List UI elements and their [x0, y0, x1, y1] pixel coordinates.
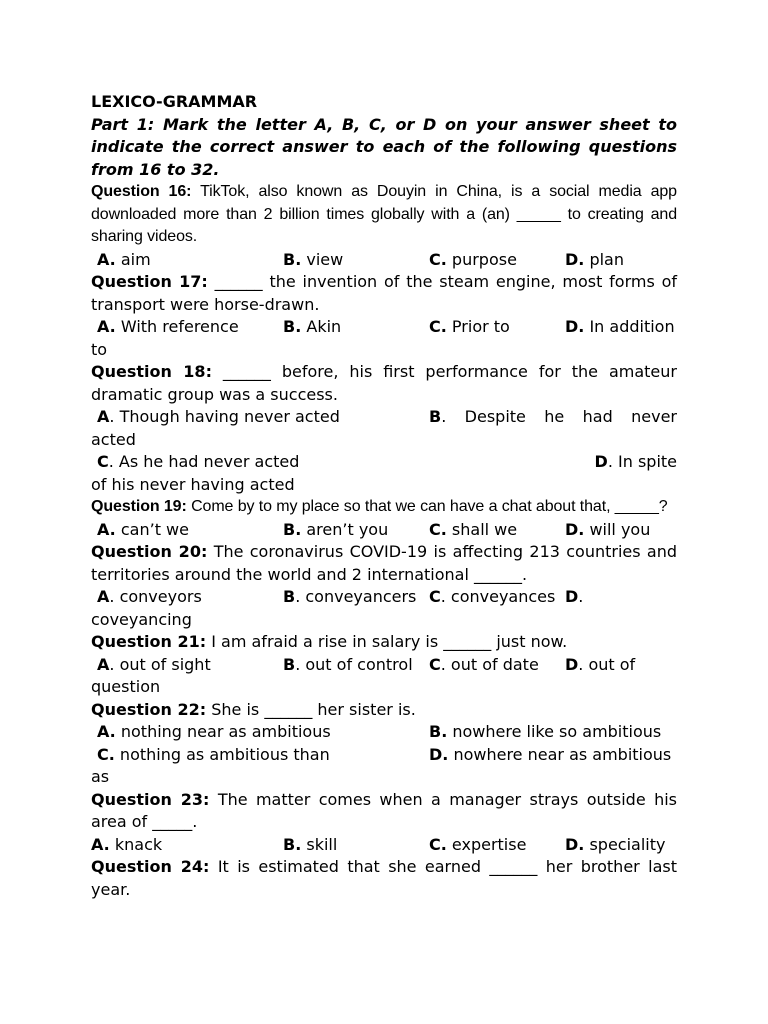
option-d[interactable]	[565, 316, 675, 339]
option-d-wrap: to	[91, 339, 108, 359]
question-number: Question 16:	[91, 183, 192, 200]
option-text: . conveyancers	[295, 587, 417, 606]
option-a[interactable]	[91, 834, 162, 857]
option-letter: A	[97, 407, 110, 426]
option-letter: B	[283, 587, 296, 606]
option-letter: B.	[283, 519, 302, 539]
option-letter: D.	[565, 519, 585, 539]
option-letter: B	[283, 654, 296, 674]
question-18	[91, 361, 677, 406]
option-text: purpose	[451, 249, 517, 269]
option-a[interactable]	[97, 406, 340, 429]
option-a[interactable]	[97, 654, 211, 677]
option-letter: D.	[565, 317, 585, 336]
question-23	[91, 789, 677, 834]
option-text: view	[306, 249, 344, 269]
options-21	[91, 654, 677, 699]
option-text: Prior to	[451, 317, 510, 336]
question-text: ______ before, his first performance for the amateur dramatic group was a success.	[91, 362, 677, 404]
option-text: . out of sight	[109, 654, 211, 674]
option-b-lead	[429, 406, 446, 429]
question-text: She is ______ her sister is.	[211, 699, 416, 719]
option-d-wrap: of his never having acted	[91, 474, 295, 494]
option-c[interactable]	[97, 451, 299, 474]
options-22-cd	[91, 744, 677, 789]
option-letter: D	[565, 587, 579, 606]
option-text: .	[441, 407, 447, 426]
option-text: can’t we	[120, 519, 189, 539]
question-text: ______ the invention of the steam engine, most forms of transport were horse-drawn.	[91, 272, 678, 314]
option-b[interactable]	[283, 316, 341, 339]
option-text: With reference	[120, 317, 239, 336]
option-d-wrap: coveyancing	[91, 609, 192, 629]
question-21	[91, 631, 677, 654]
option-letter: C.	[429, 249, 447, 269]
option-text: . In spite	[607, 452, 677, 471]
document-page	[91, 91, 677, 901]
options-23	[91, 834, 677, 857]
option-letter: B.	[283, 317, 302, 336]
option-d[interactable]	[595, 451, 677, 474]
part-instructions: Part 1: Mark the letter A, B, C, or D on your answer sheet to indicate the correct answer to each of the following questions from 16 to 32.	[91, 114, 677, 179]
option-c[interactable]	[429, 586, 555, 609]
option-c[interactable]	[429, 519, 517, 542]
option-letter: A.	[97, 249, 116, 269]
option-text: aim	[120, 249, 151, 269]
option-text: nowhere like so ambitious	[452, 722, 662, 741]
option-c[interactable]	[97, 744, 330, 767]
option-text: . conveyances	[440, 587, 556, 606]
question-20	[91, 541, 677, 586]
option-c[interactable]	[429, 316, 510, 339]
question-text: I am afraid a rise in salary is ______ just now.	[211, 632, 568, 651]
options-17	[91, 316, 677, 361]
option-c[interactable]	[429, 249, 517, 272]
option-letter: B	[429, 407, 442, 426]
option-text: shall we	[451, 519, 518, 539]
option-d[interactable]	[565, 834, 665, 857]
question-number: Question 20:	[91, 542, 208, 561]
question-number: Question 18:	[91, 362, 212, 381]
option-word: never	[631, 407, 677, 426]
question-16	[91, 181, 677, 249]
option-a[interactable]	[97, 586, 202, 609]
option-text: nowhere near as ambitious	[453, 744, 672, 764]
question-19	[91, 496, 677, 519]
option-letter: B.	[283, 249, 302, 269]
option-letter: D.	[429, 744, 449, 764]
option-b-wrap: acted	[91, 429, 136, 449]
options-16	[91, 249, 677, 272]
option-d-wrap: question	[91, 677, 161, 696]
question-number: Question 24:	[91, 857, 210, 876]
option-word: he	[544, 407, 565, 426]
question-number: Question 22:	[91, 699, 207, 719]
option-text: will you	[589, 519, 651, 539]
option-text: Akin	[306, 317, 342, 336]
option-letter: C.	[429, 317, 447, 336]
option-letter: A	[97, 654, 110, 674]
question-22	[91, 699, 677, 722]
options-19	[91, 519, 677, 542]
option-text: expertise	[451, 834, 527, 854]
question-24	[91, 856, 677, 901]
question-number: Question 23:	[91, 789, 210, 809]
option-letter: B.	[283, 834, 302, 854]
question-text: The matter comes when a manager strays outside his area of _____.	[91, 789, 677, 831]
option-letter: C	[429, 654, 441, 674]
option-b[interactable]	[429, 721, 661, 744]
option-text: nothing as ambitious than	[119, 744, 330, 764]
option-c[interactable]	[429, 834, 526, 857]
option-text: In addition	[589, 317, 675, 336]
option-letter: A.	[97, 722, 116, 741]
option-text: . out of date	[440, 654, 539, 674]
option-text: skill	[306, 834, 338, 854]
option-text: . As he had never acted	[108, 452, 300, 471]
options-22-ab	[91, 721, 677, 744]
options-18-cd	[91, 451, 677, 496]
question-text: Come by to my place so that we can have a chat about that, _____?	[191, 498, 668, 515]
option-d-wrap: as	[91, 767, 110, 786]
option-letter: B.	[429, 722, 448, 741]
option-letter: D.	[565, 834, 585, 854]
option-letter: D	[565, 654, 579, 674]
option-b[interactable]	[283, 519, 388, 542]
option-b[interactable]	[283, 586, 416, 609]
question-text: TikTok, also known as Douyin in China, is a social media app downloaded more than 2 billion times globally with a (an) _____ to creating and sharing videos.	[91, 183, 677, 245]
option-a[interactable]	[97, 519, 189, 542]
option-c[interactable]	[429, 654, 539, 677]
question-text: It is estimated that she earned ______ her brother last year.	[91, 857, 677, 899]
option-text: speciality	[589, 834, 666, 854]
options-18-ab	[91, 406, 677, 451]
question-text: The coronavirus COVID-19 is affecting 213 countries and territories around the world and 2 international ______.	[91, 542, 678, 584]
option-b[interactable]	[429, 406, 677, 429]
option-d[interactable]	[565, 654, 635, 677]
option-d[interactable]	[565, 586, 583, 609]
options-20	[91, 586, 677, 631]
option-letter: A	[97, 587, 110, 606]
option-a[interactable]	[97, 316, 239, 339]
option-d[interactable]	[565, 519, 650, 542]
question-number: Question 17:	[91, 272, 208, 291]
option-a[interactable]	[97, 721, 331, 744]
option-letter: C.	[429, 834, 447, 854]
option-text: aren’t you	[306, 519, 389, 539]
option-text: . Though having never acted	[109, 407, 340, 426]
question-number: Question 19:	[91, 498, 187, 515]
option-text: knack	[114, 834, 163, 854]
option-text: . conveyors	[109, 587, 202, 606]
option-b[interactable]	[283, 834, 337, 857]
option-letter: C.	[429, 519, 447, 539]
option-letter: C.	[97, 744, 115, 764]
option-a[interactable]	[97, 249, 151, 272]
option-word: had	[582, 407, 613, 426]
option-b[interactable]	[283, 249, 343, 272]
question-17	[91, 271, 677, 316]
option-letter: D	[594, 452, 608, 471]
option-text: . out of	[578, 654, 636, 674]
option-d[interactable]	[429, 744, 671, 767]
option-word: Despite	[464, 407, 526, 426]
option-letter: A.	[97, 519, 116, 539]
option-text: .	[578, 587, 584, 606]
option-b[interactable]	[283, 654, 413, 677]
option-text: . out of control	[295, 654, 413, 674]
option-letter: A.	[97, 317, 116, 336]
option-letter: D.	[565, 249, 585, 269]
option-letter: C	[429, 587, 441, 606]
option-letter: C	[97, 452, 109, 471]
question-number: Question 21:	[91, 632, 207, 651]
option-text: plan	[589, 249, 624, 269]
option-letter: A.	[91, 834, 110, 854]
section-title: LEXICO-GRAMMAR	[91, 92, 258, 111]
option-d[interactable]	[565, 249, 624, 272]
option-text: nothing near as ambitious	[120, 722, 331, 741]
